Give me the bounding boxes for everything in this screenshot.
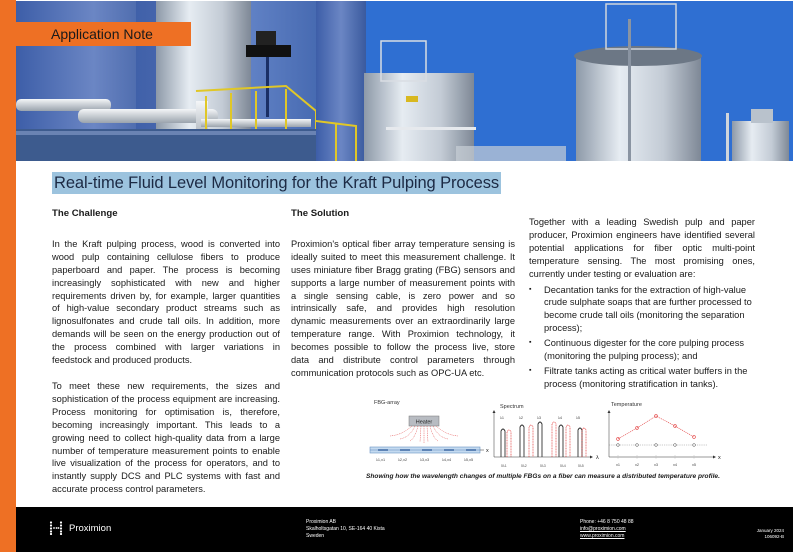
- company-address: Proximion AB Skalholtsgatan 10, SE-164 40 Kista Sweden: [306, 519, 385, 539]
- document-id: 106092-B: [764, 534, 784, 539]
- svg-text:x: x: [718, 455, 721, 461]
- svg-text:λ3: λ3: [537, 416, 542, 420]
- svg-text:λ4,x4: λ4,x4: [442, 458, 452, 462]
- svg-text:λ5,x5: λ5,x5: [464, 458, 474, 462]
- phone-number: Phone: +46 8 750 48 88: [580, 519, 634, 525]
- svg-text:λ1,x1: λ1,x1: [376, 458, 386, 462]
- svg-text:x1: x1: [616, 463, 621, 467]
- proximion-logo-icon: [49, 521, 63, 535]
- applications-list: [529, 284, 755, 391]
- application-item-decantation: ▪ Decantation tanks for the extraction of high-value crude sulphate soaps that are further processed to become crude tall oils (monitoring the separation process);: [529, 284, 755, 336]
- application-item-digester: ▪ Continuous digester for the core pulping process (monitoring the pulping process); and: [529, 337, 755, 363]
- svg-text:λ3,x3: λ3,x3: [420, 458, 430, 462]
- fbg-figure: [368, 395, 738, 485]
- brand-name: Proximion: [69, 522, 112, 534]
- orange-side-bar: [0, 0, 16, 552]
- proximion-logo: [49, 521, 111, 535]
- svg-text:δλ4: δλ4: [560, 464, 566, 468]
- svg-text:δλ5: δλ5: [578, 464, 584, 468]
- document-title: Real-time Fluid Level Monitoring for the Kraft Pulping Process: [54, 174, 500, 192]
- challenge-section: [52, 208, 280, 509]
- figure-caption: Showing how the wavelength changes of multiple FBGs on a fiber can measure a distributed temperature profile.: [366, 473, 720, 480]
- svg-text:x3: x3: [654, 463, 659, 467]
- document-date: January 2024: [756, 528, 784, 533]
- svg-text:x4: x4: [673, 463, 678, 467]
- website-link[interactable]: www.proximion.com: [580, 533, 625, 539]
- challenge-paragraph-1: In the Kraft pulping process, wood is converted into wood pulp containing cellulose fibers to produce paperboard and paper. The process is becoming increasingly sophisticated with new and higher requirements driven by, for example, larger quantities of high-value secondary product streams such as lignosulfonates and crude tall oils. In addition, more demands will be seen on the energy production out of the process combined with larger variations in feedstock and produced products.: [52, 238, 280, 366]
- footer: [16, 507, 793, 552]
- svg-text:λ1: λ1: [500, 416, 505, 420]
- spectrum-peaks: [501, 422, 586, 457]
- temperature-points: [617, 415, 696, 441]
- delta-lambda-labels: [501, 464, 584, 468]
- position-labels: [616, 463, 696, 467]
- applications-intro: Together with a leading Swedish pulp and paper producer, Proximion engineers have identified several potential applications for fiber optic multi-point temperature sensing. The most promising ones, currently under testing or evaluation are:: [529, 217, 755, 279]
- challenge-paragraph-2: To meet these new requirements, the sizes and sophistication of the process equipment are increasing. Process monitoring for optimisation is, therefore, becoming increasingly important. This leads to a growing need to collect high-quality data from a large number of temperature measurement points to enable live visualization of the process for operators, and to instantly supply DCS and PLC systems with fast and accurate process control parameters.: [52, 380, 280, 495]
- svg-text:δλ3: δλ3: [540, 464, 546, 468]
- svg-text:λ: λ: [596, 455, 599, 461]
- svg-text:x: x: [486, 448, 489, 454]
- fbg-position-labels: [376, 458, 473, 462]
- svg-text:δλ1: δλ1: [501, 464, 507, 468]
- svg-text:λ2,x2: λ2,x2: [398, 458, 408, 462]
- application-item-filtrate: ▪ Filtrate tanks acting as critical water buffers in the process (monitoring stratification in tanks).: [529, 365, 755, 391]
- solution-heading: The Solution: [291, 208, 350, 219]
- temperature-title: Temperature: [611, 402, 642, 408]
- email-link[interactable]: info@proximion.com: [580, 526, 626, 532]
- applications-section: [529, 216, 755, 393]
- application-note-badge: Application Note: [16, 22, 191, 46]
- svg-text:x2: x2: [635, 463, 640, 467]
- challenge-heading: The Challenge: [52, 208, 118, 219]
- document-title-wrap: [52, 172, 501, 194]
- solution-section: [291, 208, 515, 393]
- fbg-array-title: FBG-array: [374, 400, 400, 406]
- heat-arrows: [390, 426, 458, 443]
- heater-label: Heater: [415, 419, 433, 426]
- lambda-labels: [500, 416, 580, 420]
- document-info: [757, 528, 784, 540]
- svg-text:δλ2: δλ2: [521, 464, 527, 468]
- temperature-profile-line: [618, 416, 694, 439]
- contact-info: [580, 519, 634, 540]
- svg-text:λ4: λ4: [558, 416, 563, 420]
- svg-text:λ2: λ2: [519, 416, 524, 420]
- spectrum-title: Spectrum: [500, 404, 524, 410]
- svg-text:x5: x5: [692, 463, 697, 467]
- svg-text:λ5: λ5: [576, 416, 581, 420]
- solution-paragraph-1: Proximion's optical fiber array temperature sensing is ideally suited to meet this measurement challenge. It uses miniature fiber Bragg grating (FBG) sensors and supports a large number of measurement points with a single sensing cable, is zero power and so intrinsically safe, and provides high resolution dynamic measurements over an extraordinarily large temperature range. With Proximion technology, it becomes possible to follow the process live, store data and distribute control parameters through communication protocols such as OPC-UA etc.: [291, 238, 515, 378]
